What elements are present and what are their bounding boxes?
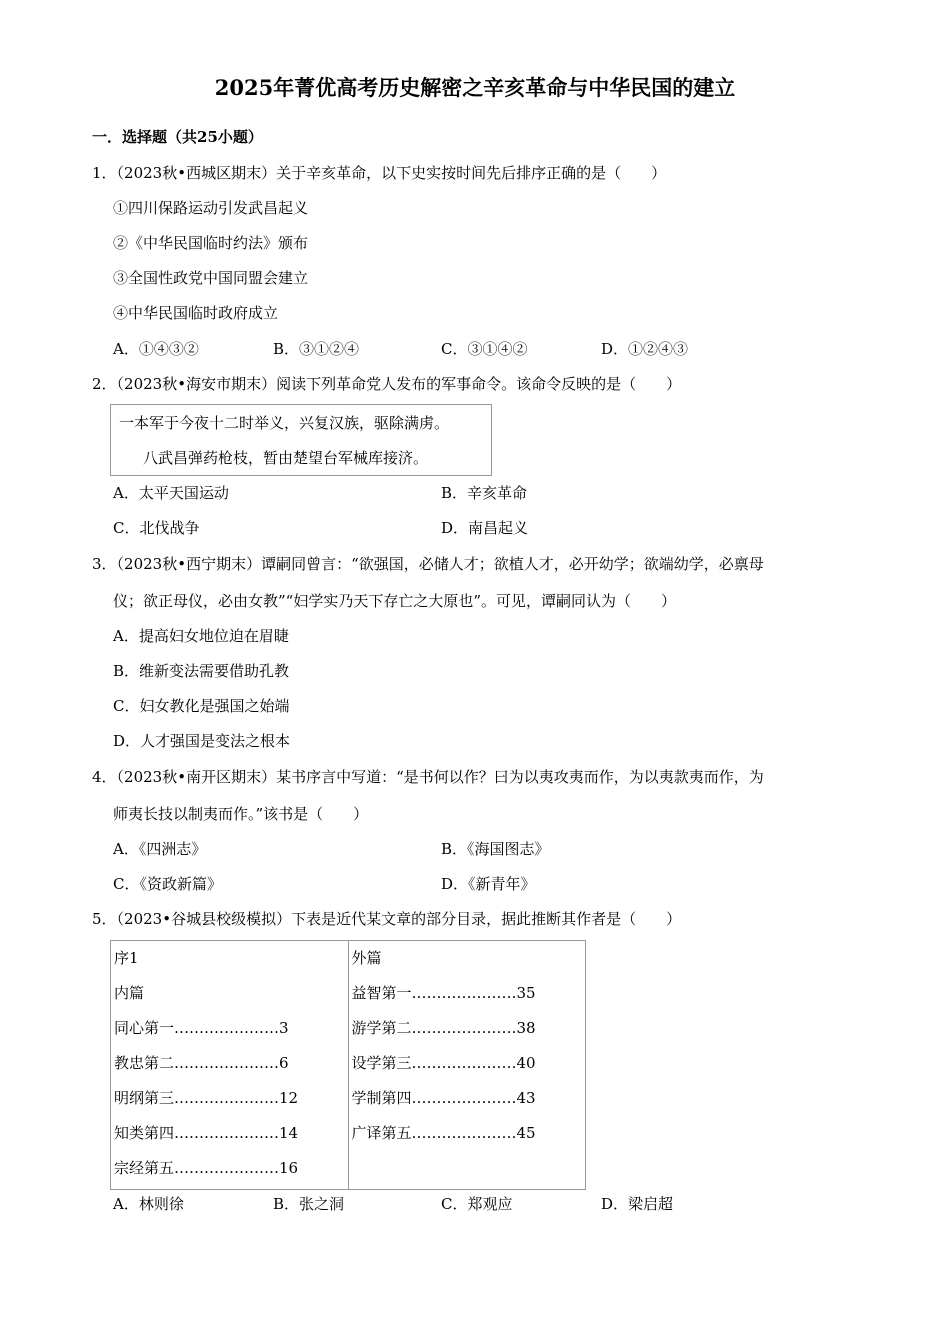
- question-5-option-c[interactable]: C．郑观应: [441, 1195, 513, 1213]
- contents-table: [110, 940, 586, 1190]
- toc-entry: 学制第四…………………43: [351, 1089, 536, 1107]
- question-2-option-c[interactable]: C．北伐战争: [113, 519, 200, 537]
- order-line-1: 一本军于今夜十二时举义，兴复汉族，驱除满虏。: [119, 414, 450, 432]
- question-1-stem: 1．（2023秋•西城区期末）关于辛亥革命，以下史实按时间先后排序正确的是（ ）: [92, 164, 667, 182]
- toc-entry: 宗经第五…………………16: [114, 1159, 299, 1177]
- question-4-option-b[interactable]: B．《海国图志》: [441, 840, 550, 858]
- question-5-option-d[interactable]: D．梁启超: [601, 1195, 674, 1213]
- question-1-item-3: ③全国性政党中国同盟会建立: [113, 269, 309, 287]
- toc-entry: 明纲第三…………………12: [114, 1089, 299, 1107]
- question-3-option-d[interactable]: D．人才强国是变法之根本: [113, 732, 291, 750]
- question-1-item-2: ②《中华民国临时约法》颁布: [113, 234, 309, 252]
- question-3-option-c[interactable]: C．妇女教化是强国之始端: [113, 697, 290, 715]
- toc-entry: 广译第五…………………45: [351, 1124, 536, 1142]
- toc-entry: 游学第二…………………38: [351, 1019, 536, 1037]
- toc-entry: 外篇: [351, 949, 382, 967]
- question-3-stem-line-2: 仪；欲正母仪，必由女教”“妇学实乃天下存亡之大原也”。可见，谭嗣同认为（ ）: [113, 592, 677, 610]
- question-1-option-d[interactable]: D．①②④③: [601, 340, 689, 358]
- question-4-option-d[interactable]: D．《新青年》: [441, 875, 536, 893]
- section-heading: 一．选择题（共25小题）: [92, 128, 263, 146]
- question-4-stem-line-1: 4．（2023秋•南开区期末）某书序言中写道：“是书何以作？曰为以夷攻夷而作，为以夷款夷而作，为: [92, 768, 764, 786]
- toc-entry: 设学第三…………………40: [351, 1054, 536, 1072]
- toc-entry: 内篇: [114, 984, 145, 1002]
- order-line-2: 八武昌弹药枪枝，暂由楚望台军械库接济。: [143, 449, 429, 467]
- toc-entry: 序1: [114, 949, 139, 967]
- toc-entry: 教忠第二…………………6: [114, 1054, 289, 1072]
- contents-left-column: [111, 941, 349, 1190]
- question-4-stem-line-2: 师夷长技以制夷而作。”该书是（ ）: [113, 805, 369, 823]
- contents-right-column: [348, 941, 586, 1190]
- question-1-item-1: ①四川保路运动引发武昌起义: [113, 199, 309, 217]
- question-5-option-b[interactable]: B．张之洞: [273, 1195, 345, 1213]
- page-title: 2025年菁优高考历史解密之辛亥革命与中华民国的建立: [214, 75, 736, 100]
- question-1-item-4: ④中华民国临时政府成立: [113, 304, 279, 322]
- question-5-stem: 5．（2023•谷城县校级模拟）下表是近代某文章的部分目录，据此推断其作者是（ ）: [92, 910, 682, 928]
- question-2-option-b[interactable]: B．辛亥革命: [441, 484, 528, 502]
- question-2-order-box: [110, 404, 492, 476]
- question-2-option-a[interactable]: A．太平天国运动: [113, 484, 229, 502]
- toc-entry: 益智第一…………………35: [351, 984, 536, 1002]
- question-1-option-b[interactable]: B．③①②④: [273, 340, 360, 358]
- question-2-option-d[interactable]: D．南昌起义: [441, 519, 529, 537]
- question-3-stem-line-1: 3．（2023秋•西宁期末）谭嗣同曾言：“欲强国，必储人才；欲植人才，必开幼学；欲端幼学，必禀母: [92, 555, 764, 573]
- question-3-option-b[interactable]: B．维新变法需要借助孔教: [113, 662, 290, 680]
- question-1-option-c[interactable]: C．③①④②: [441, 340, 528, 358]
- question-3-option-a[interactable]: A．提高妇女地位迫在眉睫: [113, 627, 289, 645]
- question-1-option-a[interactable]: A．①④③②: [113, 340, 199, 358]
- toc-entry: 知类第四…………………14: [114, 1124, 299, 1142]
- toc-entry: 同心第一…………………3: [114, 1019, 289, 1037]
- question-2-stem: 2．（2023秋•海安市期末）阅读下列革命党人发布的军事命令。该命令反映的是（ ）: [92, 375, 682, 393]
- question-4-option-c[interactable]: C．《资政新篇》: [113, 875, 222, 893]
- question-5-option-a[interactable]: A．林则徐: [113, 1195, 184, 1213]
- question-4-option-a[interactable]: A．《四洲志》: [113, 840, 207, 858]
